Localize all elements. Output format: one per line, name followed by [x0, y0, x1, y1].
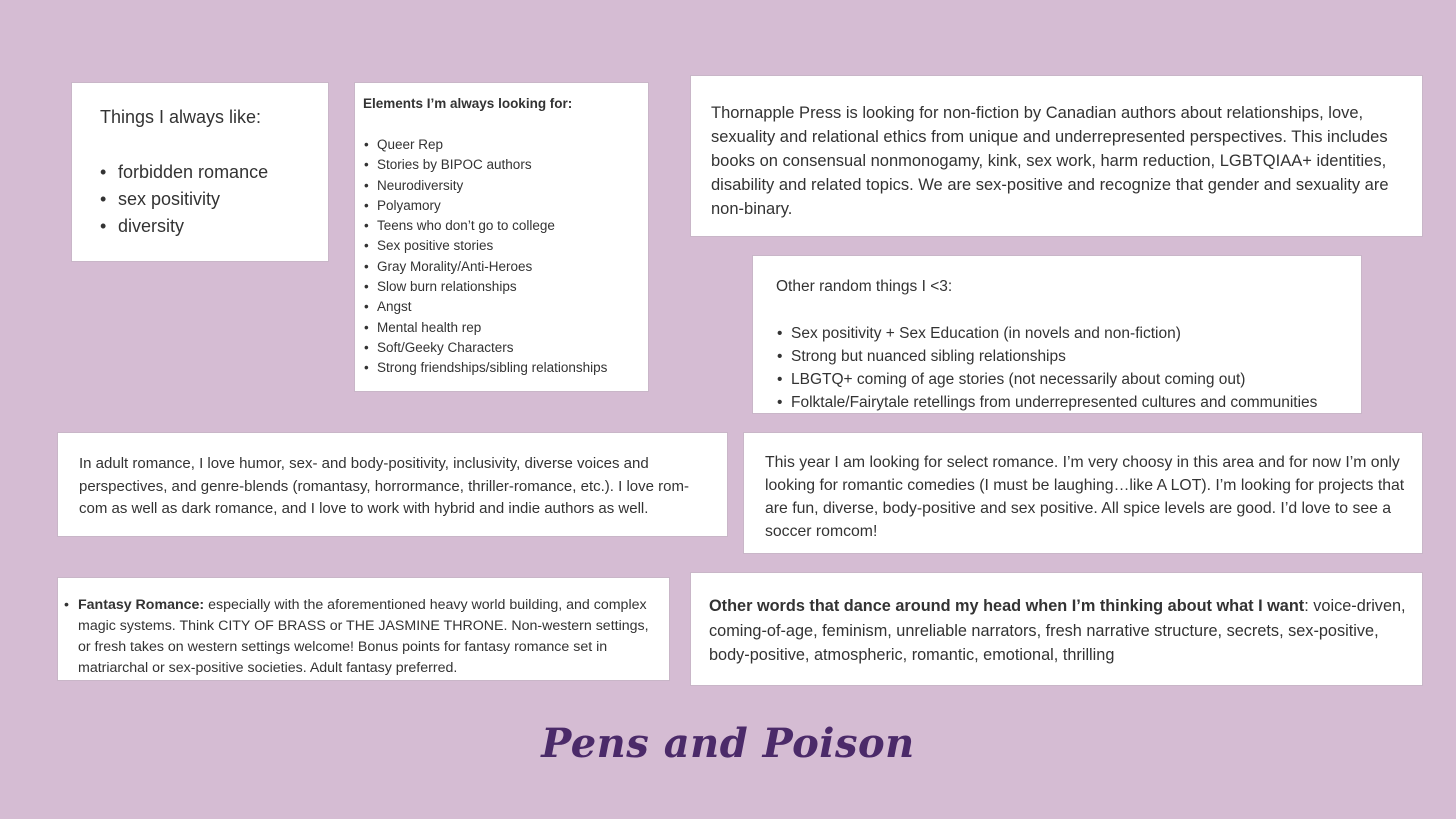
- card-text: Thornapple Press is looking for non-fiction by Canadian authors about relationships, love, sexuality and relational ethics from unique and underrepresented perspectives. This includes books on consensual nonmonogamy, kink, sex work, harm reduction, LGBTQIAA+ identities, disability and related topics. We are sex-positive and recognize that gender and sexuality are non-binary.: [711, 104, 1389, 218]
- other-words-label: Other words that dance around my head when I’m thinking about what I want: [709, 597, 1305, 615]
- card-thornapple-press: [690, 75, 1423, 237]
- list-item: • Mental health rep: [363, 318, 640, 338]
- random-list: [776, 322, 1351, 414]
- list-item: [64, 595, 663, 679]
- list-item: • Neurodiversity: [363, 176, 640, 196]
- card-heading: Things I always like:: [100, 107, 262, 127]
- list-item: • diversity: [100, 213, 308, 240]
- card-text: This year I am looking for select romance. I’m very choosy in this area and for now I’m only looking for romantic comedies (I must be laughing…like A LOT). I’m looking for projects that are fun, diverse, body-positive and sex positive. All spice levels are good. I’d love to see a soccer romcom!: [765, 454, 1405, 540]
- card-adult-romance: [57, 432, 728, 537]
- card-heading: Other random things I <3:: [776, 278, 953, 295]
- pens-and-poison-logo: Pens and Poison: [541, 720, 915, 767]
- list-item: • Gray Morality/Anti-Heroes: [363, 257, 640, 277]
- card-things-i-like: [71, 82, 329, 262]
- card-heading: Elements I’m always looking for:: [363, 96, 573, 111]
- list-item: • Strong but nuanced sibling relationships: [776, 345, 1351, 368]
- list-item: • LBGTQ+ coming of age stories (not necessarily about coming out): [776, 368, 1351, 391]
- list-item: • Soft/Geeky Characters: [363, 338, 640, 358]
- list-item: • Stories by BIPOC authors: [363, 155, 640, 175]
- card-other-words: [690, 572, 1423, 686]
- fantasy-list: [64, 595, 663, 679]
- list-item: • Sex positive stories: [363, 236, 640, 256]
- card-elements-looking-for: [354, 82, 649, 392]
- fantasy-label: Fantasy Romance:: [78, 597, 205, 613]
- card-other-random-things: [752, 255, 1362, 414]
- like-list: [100, 159, 308, 240]
- list-item: • Slow burn relationships: [363, 277, 640, 297]
- list-item: • forbidden romance: [100, 159, 308, 186]
- list-item: • Folktale/Fairytale retellings from underrepresented cultures and communities: [776, 391, 1351, 414]
- list-item: • Angst: [363, 297, 640, 317]
- list-item: • Teens who don’t go to college: [363, 216, 640, 236]
- list-item: • Queer Rep: [363, 135, 640, 155]
- list-item: • Strong friendships/sibling relationships: [363, 358, 640, 378]
- list-item: • Sex positivity + Sex Education (in novels and non-fiction): [776, 322, 1351, 345]
- card-text: In adult romance, I love humor, sex- and body-positivity, inclusivity, diverse voices and perspectives, and genre-blends (romantasy, horrormance, thriller-romance, etc.). I love rom-com as well as dark romance, and I love to work with hybrid and indie authors as well.: [79, 455, 689, 517]
- fantasy-text: especially with the aforementioned heavy world building, and complex magic systems. Think CITY OF BRASS or THE JASMINE THRONE. Non-western settings, or fresh takes on western settings welcome! Bonus points for fantasy romance set in matriarchal or sex-positive societies. Adult fantasy preferred.: [78, 597, 649, 676]
- list-item: • Polyamory: [363, 196, 640, 216]
- card-this-year: [743, 432, 1423, 554]
- list-item: • sex positivity: [100, 186, 308, 213]
- other-words-text: : voice-driven, coming-of-age, feminism, unreliable narrators, fresh narrative structure, secrets, sex-positive, body-positive, atmospheric, romantic, emotional, thrilling: [709, 597, 1406, 664]
- card-fantasy-romance: [57, 577, 670, 681]
- elements-list: [363, 135, 640, 379]
